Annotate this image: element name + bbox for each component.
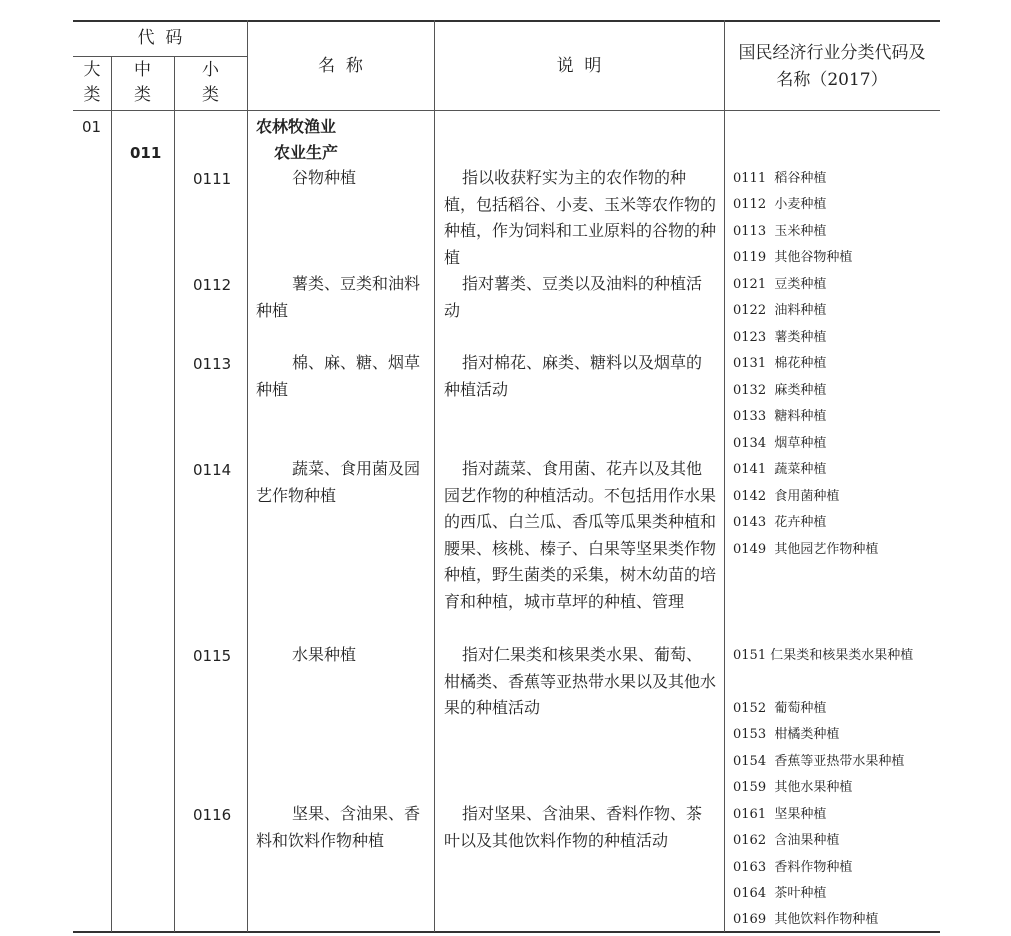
- ref-item: 0131 棉花种植: [733, 356, 827, 371]
- row-name: 棉、麻、糖、烟草种植: [256, 353, 421, 399]
- row-name: 水果种植: [292, 645, 357, 664]
- header-code-middle: 中 类: [134, 60, 151, 105]
- row-code: 0114: [193, 461, 232, 479]
- row-description: 指对仁果类和核果类水果、葡萄、柑橘类、香蕉等亚热带水果以及其他水果的种植活动: [444, 645, 717, 717]
- ref-item: 0132 麻类种植: [733, 383, 827, 398]
- row-name: 薯类、豆类和油料种植: [256, 274, 421, 320]
- row-description: 指对坚果、含油果、香料作物、茶叶以及其他饮料作物的种植活动: [444, 804, 703, 850]
- ref-item: 0122 油料种植: [733, 303, 827, 318]
- ref-item: 0133 糖料种植: [733, 409, 827, 424]
- ref-item: 0142 食用菌种植: [733, 489, 840, 504]
- row-code: 0113: [193, 355, 232, 373]
- header-name: 名 称: [318, 56, 363, 76]
- ref-item: 0153 柑橘类种植: [733, 727, 840, 742]
- col-divider-minor: [247, 20, 248, 932]
- row-name: 蔬菜、食用菌及园艺作物种植: [256, 459, 421, 505]
- ref-item: 0113 玉米种植: [733, 224, 827, 239]
- col-divider-major: [111, 56, 112, 932]
- ref-item: 0151 仁果类和核果类水果种植: [733, 648, 914, 663]
- ref-item: 0161 坚果种植: [733, 807, 827, 822]
- col-divider-middle: [174, 56, 175, 932]
- ref-item: 0111 稻谷种植: [733, 171, 827, 186]
- row-code: 0111: [193, 170, 232, 188]
- ref-item: 0164 茶叶种植: [733, 886, 827, 901]
- major-name: 农林牧渔业: [256, 117, 337, 136]
- code-group-rule: [73, 56, 247, 57]
- row-code: 0115: [193, 647, 232, 665]
- col-divider-name: [434, 20, 435, 932]
- ref-item: 0112 小麦种植: [733, 197, 827, 212]
- ref-item: 0143 花卉种植: [733, 515, 827, 530]
- ref-item: 0152 葡萄种植: [733, 701, 827, 716]
- row-name: 坚果、含油果、香料和饮料作物种植: [256, 804, 421, 850]
- ref-item: 0159 其他水果种植: [733, 780, 853, 795]
- row-code: 0112: [193, 276, 232, 294]
- header-code-minor: 小 类: [202, 60, 219, 105]
- row-name: 谷物种植: [292, 168, 357, 187]
- header-bottom-rule: [73, 110, 940, 111]
- ref-item: 0149 其他园艺作物种植: [733, 542, 879, 557]
- header-code-major: 大 类: [83, 60, 101, 105]
- middle-code: 011: [130, 144, 162, 162]
- row-description: 指对棉花、麻类、糖料以及烟草的种植活动: [444, 353, 703, 399]
- row-description: 指对薯类、豆类以及油料的种植活动: [444, 274, 703, 320]
- header-code-group: 代 码: [137, 28, 183, 48]
- ref-item: 0154 香蕉等亚热带水果种植: [733, 754, 905, 769]
- ref-item: 0141 蔬菜种植: [733, 462, 827, 477]
- middle-name: 农业生产: [274, 143, 339, 162]
- ref-item: 0123 薯类种植: [733, 330, 827, 345]
- header-description: 说 明: [556, 56, 602, 76]
- ref-item: 0162 含油果种植: [733, 833, 840, 848]
- header-reference: 国民经济行业分类代码及 名称（2017）: [738, 43, 926, 90]
- ref-item: 0134 烟草种植: [733, 436, 827, 451]
- ref-item: 0169 其他饮料作物种植: [733, 912, 879, 927]
- row-description: 指对蔬菜、食用菌、花卉以及其他园艺作物的种植活动。不包括用作水果的西瓜、白兰瓜、香瓜等瓜果类种植和腰果、核桃、榛子、白果等坚果类作物种植，野生菌类的采集，树木幼苗的培育和种植，城市草坪的种植、管理: [444, 459, 717, 611]
- row-code: 0116: [193, 806, 232, 824]
- row-description: 指以收获籽实为主的农作物的种植，包括稻谷、小麦、玉米等农作物的种植，作为饲料和工业原料的谷物的种植: [444, 168, 717, 267]
- major-code: 01: [82, 118, 102, 136]
- ref-item: 0119 其他谷物种植: [733, 250, 853, 265]
- ref-item: 0121 豆类种植: [733, 277, 827, 292]
- table-top-rule: [73, 20, 940, 22]
- ref-item: 0163 香料作物种植: [733, 860, 853, 875]
- col-divider-desc: [724, 20, 725, 932]
